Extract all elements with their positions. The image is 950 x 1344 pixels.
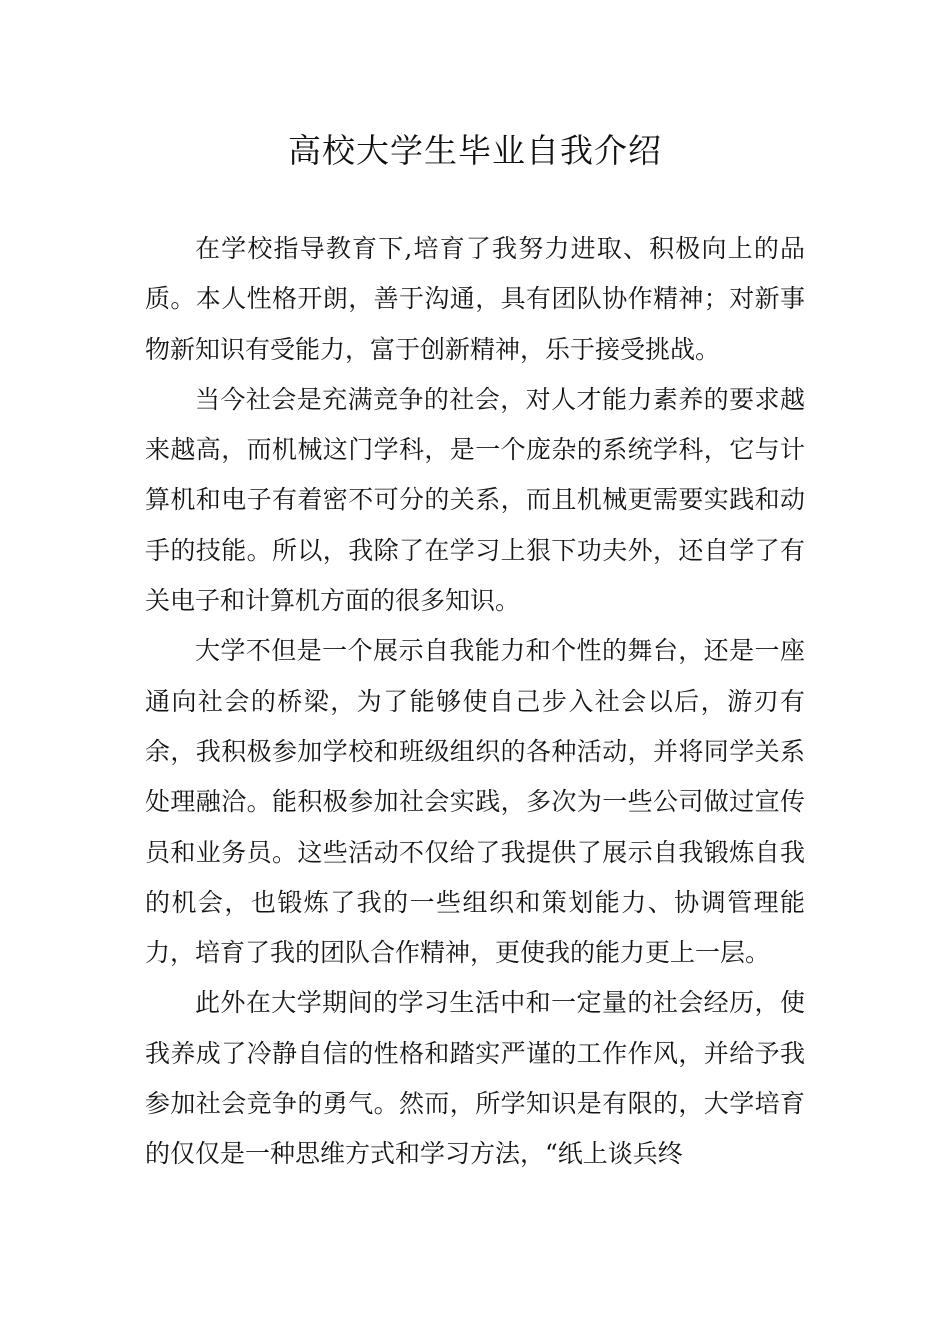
- paragraph-1: 在学校指导教育下,培育了我努力进取、积极向上的品质。本人性格开朗，善于沟通，具有团队协作精神；对新事物新知识有受能力，富于创新精神，乐于接受挑战。: [145, 234, 805, 364]
- paragraph-2: 当今社会是充满竞争的社会，对人才能力素养的要求越来越高，而机械这门学科，是一个庞杂的系统学科，它与计算机和电子有着密不可分的关系，而且机械更需要实践和动手的技能。所以，我除了在学习上狠下功夫外，还自学了有关电子和计算机方面的很多知识。: [145, 384, 805, 616]
- document-title: 高校大学生毕业自我介绍: [288, 131, 662, 170]
- paragraph-4: 此外在大学期间的学习生活中和一定量的社会经历，使我养成了冷静自信的性格和踏实严谨的工作作风，并给予我参加社会竞争的勇气。然而，所学知识是有限的，大学培育的仅仅是一种思维方式和学习方法，“纸上谈兵终: [145, 988, 805, 1169]
- paragraph-3: 大学不但是一个展示自我能力和个性的舞台，还是一座通向社会的桥梁，为了能够使自己步入社会以后，游刃有余，我积极参加学校和班级组织的各种活动，并将同学关系处理融洽。能积极参加社会实践，多次为一些公司做过宣传员和业务员。这些活动不仅给了我提供了展示自我锻炼自我的机会，也锻炼了我的一些组织和策划能力、协调管理能力，培育了我的团队合作精神，更使我的能力更上一层。: [145, 636, 805, 968]
- document-body: [145, 224, 805, 1180]
